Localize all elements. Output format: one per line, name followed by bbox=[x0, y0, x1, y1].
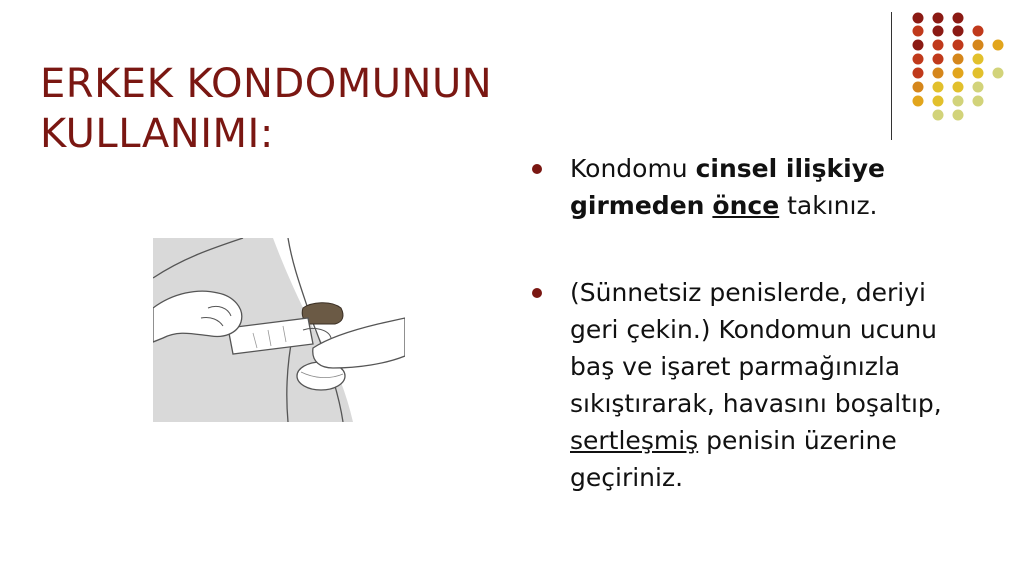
dot bbox=[913, 96, 924, 107]
bullet-dot bbox=[532, 164, 542, 174]
dot bbox=[953, 26, 964, 37]
dot bbox=[953, 54, 964, 65]
bullet1-text-1: Kondomu bbox=[570, 154, 696, 183]
dot bbox=[953, 13, 964, 24]
bullet1-bold-text: cinsel ilişkiye girmeden bbox=[570, 154, 885, 220]
dot bbox=[973, 96, 984, 107]
dot bbox=[953, 40, 964, 51]
dot bbox=[913, 54, 924, 65]
dot bbox=[973, 82, 984, 93]
dot bbox=[933, 13, 944, 24]
bullet-dot bbox=[532, 288, 542, 298]
dot bbox=[933, 26, 944, 37]
dot bbox=[953, 110, 964, 121]
list-item bbox=[532, 150, 982, 224]
dot bbox=[913, 40, 924, 51]
instruction-list bbox=[532, 150, 982, 496]
condom-application-illustration bbox=[153, 238, 405, 422]
bullet2-underlined-text: sertleşmiş bbox=[570, 426, 699, 455]
dot bbox=[953, 68, 964, 79]
dot bbox=[913, 26, 924, 37]
dot bbox=[913, 82, 924, 93]
title-line-1: ERKEK KONDOMUNUN bbox=[40, 60, 493, 107]
dot bbox=[933, 110, 944, 121]
dot bbox=[933, 96, 944, 107]
bullet1-emphasis-once: önce bbox=[712, 191, 780, 220]
dot bbox=[933, 68, 944, 79]
bullet1-text-5: takınız. bbox=[779, 191, 878, 220]
dot bbox=[933, 54, 944, 65]
dot bbox=[973, 54, 984, 65]
title-line-2: KULLANIMI: bbox=[40, 110, 274, 157]
dot bbox=[913, 68, 924, 79]
list-item bbox=[532, 274, 982, 496]
dot bbox=[993, 40, 1004, 51]
dot bbox=[973, 68, 984, 79]
dot bbox=[993, 68, 1004, 79]
dot bbox=[933, 82, 944, 93]
bullet2-text-3: penisin üzerine geçiriniz. bbox=[570, 426, 897, 492]
dot bbox=[953, 96, 964, 107]
dot bbox=[933, 40, 944, 51]
dot bbox=[973, 26, 984, 37]
dot bbox=[913, 13, 924, 24]
dot bbox=[973, 40, 984, 51]
decorative-dot-grid bbox=[0, 0, 1024, 130]
dot bbox=[953, 82, 964, 93]
bullet2-text-1: (Sünnetsiz penislerde, deriyi geri çekin.) Kondomun ucunu baş ve işaret parmağınızla sıkıştırarak, havasını boşaltıp, bbox=[570, 278, 942, 418]
